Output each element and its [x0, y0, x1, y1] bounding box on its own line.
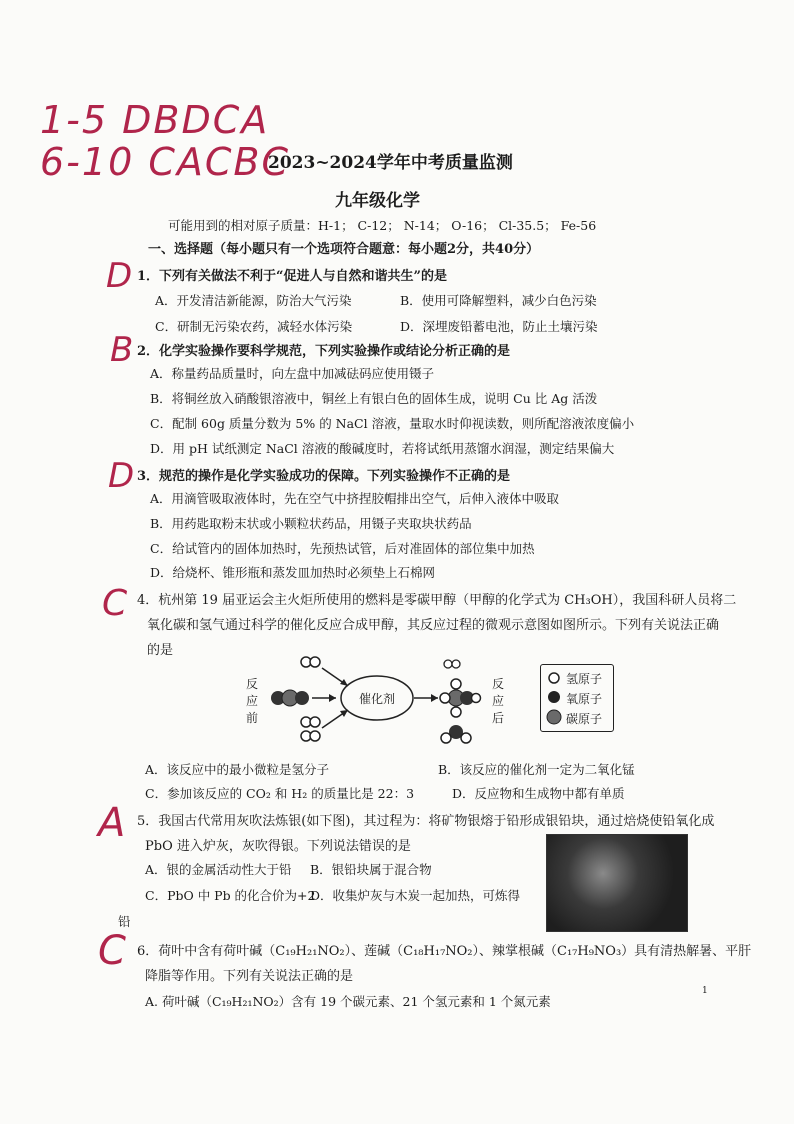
q4-stem-line1: 4．杭州第 19 届亚运会主火炬所使用的燃料是零碳甲醇（甲醇的化学式为 CH₃OH），我国科研人员将二 — [137, 593, 737, 608]
hydrogen-atom-icon — [549, 673, 559, 683]
exam-title: 2023~2024学年中考质量监测 — [268, 153, 513, 173]
q2-option-a: A．称量药品质量时，向左盘中加减砝码应使用镊子 — [150, 366, 435, 381]
q5-option-c: C．PbO 中 Pb 的化合价为+2 — [145, 888, 316, 903]
page-number: 1 — [702, 986, 708, 996]
q6-stem-line1: 6．荷叶中含有荷叶碱（C₁₉H₂₁NO₂）、莲碱（C₁₈H₁₇NO₂）、辣掌根碱（C₁₇H₉NO₃）具有清热解暑、平肝 — [137, 944, 752, 959]
hydrogen-molecule-icon — [301, 657, 320, 667]
q2-stem: 2．化学实验操作要科学规范，下列实验操作或结论分析正确的是 — [137, 344, 511, 359]
q3-option-c: C．给试管内的固体加热时，先预热试管，后对准固体的部位集中加热 — [150, 541, 535, 556]
handwritten-answers-6-10: 6-10 CACBC — [40, 140, 290, 184]
atomic-masses: 可能用到的相对原子质量：H-1； C-12； N-14； O-16； Cl-35.5； Fe-56 — [168, 218, 597, 233]
q5-option-a: A．银的金属活动性大于铅 — [145, 862, 292, 877]
q1-option-d: D．深埋废铅蓄电池，防止土壤污染 — [400, 319, 598, 334]
q6-option-a: A. 荷叶碱（C₁₉H₂₁NO₂）含有 19 个碳元素、21 个氢元素和 1 个氮元素 — [145, 994, 551, 1009]
q4-option-d: D．反应物和生成物中都有单质 — [452, 786, 625, 801]
handwritten-mark-q6: C — [98, 928, 128, 974]
legend-hydrogen: 氢原子 — [566, 672, 603, 686]
q6-stem-line2: 降脂等作用。下列有关说法正确的是 — [145, 969, 354, 984]
silver-refining-photo — [546, 834, 688, 932]
handwritten-mark-q3: D — [108, 456, 137, 496]
q3-option-b: B．用药匙取粉末状或小颗粒状药品，用镊子夹取块状药品 — [150, 516, 472, 531]
hydrogen-molecule-icon — [444, 660, 460, 668]
q1-option-a: A．开发清洁新能源，防治大气污染 — [155, 293, 352, 308]
q4-option-c: C．参加该反应的 CO₂ 和 H₂ 的质量比是 22：3 — [145, 786, 415, 801]
carbon-atom-icon — [547, 710, 561, 724]
water-molecule-icon — [441, 725, 471, 743]
q5-option-d: D．收集炉灰与木炭一起加热，可炼得 — [310, 888, 521, 903]
q4-option-a: A．该反应中的最小微粒是氢分子 — [145, 762, 330, 777]
legend-icons — [546, 670, 562, 726]
q5-option-d-continued: 铅 — [118, 914, 131, 929]
hydrogen-molecule-icon — [301, 731, 320, 741]
handwritten-mark-q2: B — [110, 330, 136, 370]
hydrogen-molecule-icon — [301, 717, 320, 727]
q5-option-b: B．银铅块属于混合物 — [310, 862, 432, 877]
legend-carbon: 碳原子 — [566, 712, 603, 726]
reaction-micro-diagram — [262, 650, 492, 750]
q5-stem-line2: PbO 进入炉灰，灰吹得银。下列说法错误的是 — [145, 839, 411, 854]
before-reaction-label: 反应前 — [246, 677, 259, 725]
q2-option-c: C．配制 60g 质量分数为 5% 的 NaCl 溶液，量取水时仰视读数，则所配溶液浓度偏小 — [150, 416, 635, 431]
q1-option-c: C．研制无污染农药，减轻水体污染 — [155, 319, 353, 334]
handwritten-mark-q5: A — [98, 800, 128, 846]
q1-option-b: B．使用可降解塑料，减少白色污染 — [400, 293, 597, 308]
legend-oxygen: 氧原子 — [566, 692, 603, 706]
methanol-molecule-icon — [440, 679, 481, 717]
handwritten-answers-1-5: 1-5 DBDCA — [40, 98, 270, 142]
after-reaction-label: 反应后 — [492, 677, 505, 725]
exam-subtitle: 九年级化学 — [335, 191, 420, 211]
q4-stem-line3: 的是 — [147, 643, 174, 658]
q3-option-a: A．用滴管吸取液体时，先在空气中挤捏胶帽排出空气，后伸入液体中吸取 — [150, 491, 560, 506]
q2-option-b: B．将铜丝放入硝酸银溶液中，铜丝上有银白色的固体生成，说明 Cu 比 Ag 活泼 — [150, 391, 598, 406]
q1-stem: 1．下列有关做法不利于“促进人与自然和谐共生”的是 — [137, 269, 448, 284]
section-heading: 一、选择题（每小题只有一个选项符合题意：每小题2分，共40分） — [148, 242, 540, 257]
q4-option-b: B．该反应的催化剂一定为二氧化锰 — [438, 762, 635, 777]
q4-stem-line2: 氧化碳和氢气通过科学的催化反应合成甲醇，其反应过程的微观示意图如图所示。下列有关说法正确 — [147, 618, 720, 633]
q3-option-d: D．给烧杯、锥形瓶和蒸发皿加热时必须垫上石棉网 — [150, 565, 436, 580]
catalyst-label: 催化剂 — [358, 692, 396, 706]
q5-stem-line1: 5．我国古代常用灰吹法炼银(如下图)，其过程为：将矿物银熔于铅形成银铅块，通过焙烧使铅氧化成 — [137, 814, 715, 829]
handwritten-mark-q1: D — [106, 256, 135, 296]
q3-stem: 3．规范的操作是化学实验成功的保障。下列实验操作不正确的是 — [137, 469, 511, 484]
handwritten-mark-q4: C — [102, 583, 130, 624]
q2-option-d: D．用 pH 试纸测定 NaCl 溶液的酸碱度时，若将试纸用蒸馏水润湿，测定结果偏大 — [150, 441, 615, 456]
oxygen-atom-icon — [548, 691, 560, 703]
carbon-dioxide-molecule-icon — [271, 690, 309, 706]
